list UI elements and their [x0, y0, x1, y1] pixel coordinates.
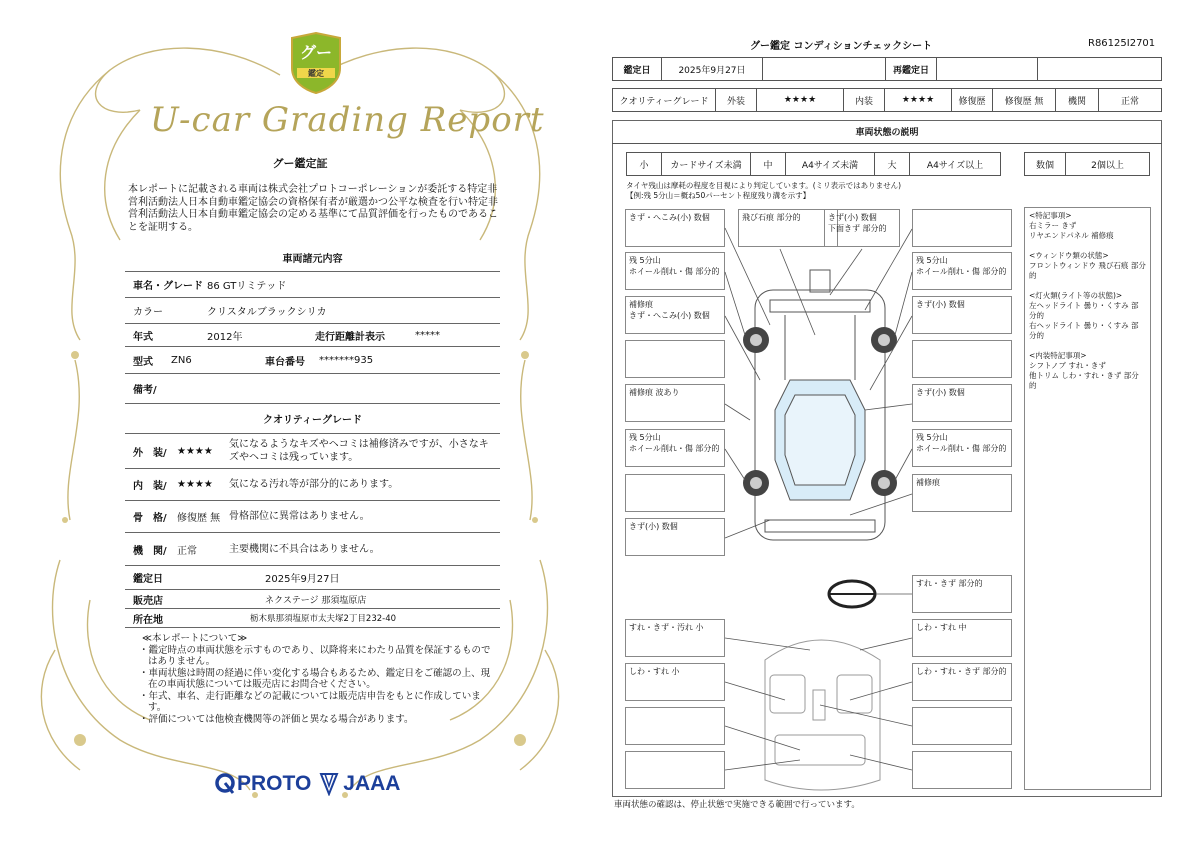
address-row	[125, 608, 500, 628]
address-value: 栃木県那須塩原市太夫塚2丁目232-40	[250, 614, 397, 624]
special-note-line: 右ヘッドライト 曇り・くすみ 部分的	[1029, 321, 1139, 340]
name-label: 車名・グレード	[133, 281, 203, 292]
jaaa-logo	[319, 772, 400, 796]
sheet-footer: 車両状態の確認は、停止状態で実施できる範囲で行っています。	[614, 800, 860, 810]
special-note-line: 右ミラー きず	[1029, 221, 1077, 230]
model-label: 型式	[133, 356, 153, 368]
damage-box-left: 補修痕 きず・へこみ(小) 数個	[625, 296, 725, 334]
special-note-line	[1029, 341, 1146, 351]
grade-exterior-desc: 気になるようなキズやヘコミは補修済みですが、小さなキズやヘコミは残っています。	[229, 439, 489, 463]
color-value: クリスタルブラックシリカ	[207, 307, 327, 318]
model-value: ZN6	[171, 354, 192, 366]
jaaa-logo-text: JAAA	[343, 772, 401, 795]
damage-box-left: 残 5分山 ホイール削れ・傷 部分的	[625, 429, 725, 467]
proto-mark-icon	[215, 773, 235, 795]
grade-row-engine	[125, 532, 500, 565]
tire-note-2: 【例:残 5分山＝概ね50パーセント程度残り溝を示す】	[626, 191, 811, 200]
size-mid-desc: A4サイズ未満	[785, 152, 875, 176]
special-note-line	[1029, 241, 1146, 251]
size-small-desc: カードサイズ未満	[661, 152, 751, 176]
engine-value: 正常	[1098, 88, 1162, 112]
spec-name-row	[125, 271, 500, 297]
spec-color-row	[125, 297, 500, 323]
special-note-line: 他トリム しわ・すれ・きず 部分的	[1029, 371, 1139, 390]
damage-box-left: きず(小) 数個	[625, 518, 725, 556]
special-note-line: 左ヘッドライト 曇り・くすみ 部分的	[1029, 301, 1139, 320]
size-small: 小	[626, 152, 662, 176]
interior-label: 内装	[843, 88, 885, 112]
mileage-label: 走行距離計表示	[315, 331, 385, 343]
date-label: 鑑定日	[133, 574, 163, 585]
spec-model-row	[125, 346, 500, 373]
repair-label: 修復歴	[951, 88, 993, 112]
interior-box-left: すれ・きず・汚れ 小	[625, 619, 725, 657]
dealer-label: 販売店	[133, 595, 163, 607]
size-large-desc: A4サイズ以上	[909, 152, 1001, 176]
grade-row-interior	[125, 468, 500, 500]
damage-box-left: きず・へこみ(小) 数個	[625, 209, 725, 247]
certificate-body: 本レポートに記載される車両は株式会社プロトコーポレーションが委託する特定非営利活動法人日本自動車鑑定協会の資格保有者が厳選かつ公平な検査を行い特定非営利活動法人日本自動車鑑定協会の定める基準にて品質評価を行ったものであることを証明する。	[128, 184, 498, 233]
remarks-label: 備考/	[133, 385, 157, 396]
spec-year-row	[125, 323, 500, 346]
footer-logos	[215, 772, 400, 796]
damage-box-top: きず(小) 数個 下面きず 部分的	[824, 209, 900, 247]
damage-box-right: きず(小) 数個	[912, 384, 1012, 422]
sheet-id: R86125I2701	[1088, 38, 1156, 49]
spec-section-title: 車両諸元内容	[282, 254, 343, 265]
badge-top-text: グー	[299, 43, 332, 62]
redate-label: 再鑑定日	[885, 57, 937, 81]
year-value: 2012年	[207, 331, 243, 343]
interior-box-right: しわ・すれ・きず 部分的	[912, 663, 1012, 701]
interior-box-right: すれ・きず 部分的	[912, 575, 1012, 613]
grade-frame-label: 骨 格/	[133, 513, 167, 524]
note-item: ・評価については他検査機関等の評価と異なる場合があります。	[139, 713, 414, 725]
damage-box-right: 残 5分山 ホイール削れ・傷 部分的	[912, 429, 1012, 467]
grade-engine-label: 機 関/	[133, 545, 167, 557]
damage-box-top: 飛び石痕 部分的	[738, 209, 838, 247]
exterior-label: 外装	[715, 88, 757, 112]
grade-engine-value: 正常	[177, 545, 197, 557]
special-note-line: フロントウィンドウ 飛び石痕 部分的	[1029, 261, 1146, 280]
count-label: 数個	[1024, 152, 1066, 176]
grade-frame-value: 修復歴 無	[177, 513, 221, 524]
grade-exterior-stars: ★★★★	[177, 445, 213, 457]
size-large: 大	[874, 152, 910, 176]
year-label: 年式	[133, 331, 153, 343]
grade-row-exterior	[125, 433, 500, 468]
repair-value: 修復歴 無	[992, 88, 1056, 112]
certificate-title: グー鑑定証	[272, 157, 328, 170]
interior-box-left	[625, 751, 725, 789]
tire-note-1: タイヤ残山は摩耗の程度を目視により判定しています。(ミリ表示ではありません)	[626, 181, 902, 190]
interior-box-left	[625, 707, 725, 745]
count-desc: 2個以上	[1065, 152, 1150, 176]
badge-bottom-text: 鑑定	[308, 69, 324, 78]
engine-label: 機関	[1055, 88, 1099, 112]
notes-title: ≪本レポートについて≫	[142, 633, 248, 644]
address-label: 所在地	[133, 614, 163, 626]
grade-title-row	[125, 403, 500, 433]
special-note-line	[1029, 281, 1146, 291]
dealer-row	[125, 589, 500, 608]
damage-box-right: 補修痕	[912, 474, 1012, 512]
quality-label: クオリティーグレード	[612, 88, 716, 112]
color-label: カラー	[133, 307, 163, 318]
interior-box-left: しわ・すれ 小	[625, 663, 725, 701]
interior-box-right: しわ・すれ 中	[912, 619, 1012, 657]
date-value: 2025年9月27日	[265, 574, 340, 585]
special-note-line: <ウィンドウ類の状態>	[1029, 251, 1109, 260]
spec-remarks-row	[125, 373, 500, 403]
proto-logo	[215, 772, 311, 796]
chassis-value: *******935	[319, 354, 374, 366]
grade-section-title: クオリティーグレード	[263, 415, 362, 426]
dealer-value: ネクステージ 那須塩原店	[265, 595, 367, 606]
note-item: ・年式、車名、走行距離などの記載については販売店申告をもとに作成しています。	[139, 690, 481, 713]
special-notes-title: <特記事項>	[1029, 211, 1072, 220]
date-row	[125, 565, 500, 589]
proto-logo-text: PROTO	[237, 772, 312, 795]
report-notes	[136, 633, 496, 725]
grade-row-frame	[125, 500, 500, 532]
interior-box-right	[912, 751, 1012, 789]
date-label: 鑑定日	[612, 57, 662, 81]
grade-frame-desc: 骨格部位に異常はありません。	[229, 511, 370, 522]
name-value: 86 GTリミテッド	[207, 281, 287, 292]
grade-interior-stars: ★★★★	[177, 479, 213, 490]
report-title: U-car Grading Report	[150, 100, 545, 140]
grade-engine-desc: 主要機関に不具合はありません。	[229, 543, 380, 555]
sheet-title: グー鑑定 コンディションチェックシート	[750, 41, 933, 52]
grade-exterior-label: 外 装/	[133, 447, 167, 459]
damage-box-left: 補修痕 波あり	[625, 384, 725, 422]
mileage-value: *****	[415, 329, 440, 341]
special-note-line: <灯火類(ライト等の状態)>	[1029, 291, 1123, 300]
special-note-line: シフトノブ すれ・きず	[1029, 361, 1106, 370]
size-mid: 中	[750, 152, 786, 176]
grade-interior-desc: 気になる汚れ等が部分的にあります。	[229, 479, 399, 490]
condition-check-sheet	[600, 0, 1200, 848]
date-value: 2025年9月27日	[661, 57, 763, 81]
damage-box-right: 残 5分山 ホイール削れ・傷 部分的	[912, 252, 1012, 290]
damage-box-right: きず(小) 数個	[912, 296, 1012, 334]
note-item: ・鑑定時点の車両状態を示すものであり、以降将来にわたり品質を保証するものではありません。	[139, 644, 491, 667]
interior-stars: ★★★★	[884, 88, 952, 112]
chassis-label: 車台番号	[265, 356, 305, 368]
state-title: 車両状態の説明	[612, 120, 1162, 144]
jaaa-mark-icon	[319, 772, 339, 796]
goo-appraisal-badge	[287, 32, 345, 94]
special-note-line: リヤエンドパネル 補修痕	[1029, 231, 1114, 240]
grade-interior-label: 内 装/	[133, 481, 167, 492]
special-notes-panel	[1024, 207, 1151, 790]
interior-box-right	[912, 707, 1012, 745]
special-note-line: <内装特記事項>	[1029, 351, 1087, 360]
damage-box-left: 残 5分山 ホイール削れ・傷 部分的	[625, 252, 725, 290]
exterior-stars: ★★★★	[756, 88, 844, 112]
note-item: ・車両状態は時間の経過に伴い変化する場合もあるため、鑑定日をご確認の上、現在の車両状態については販売店にお問合せください。	[139, 667, 491, 690]
